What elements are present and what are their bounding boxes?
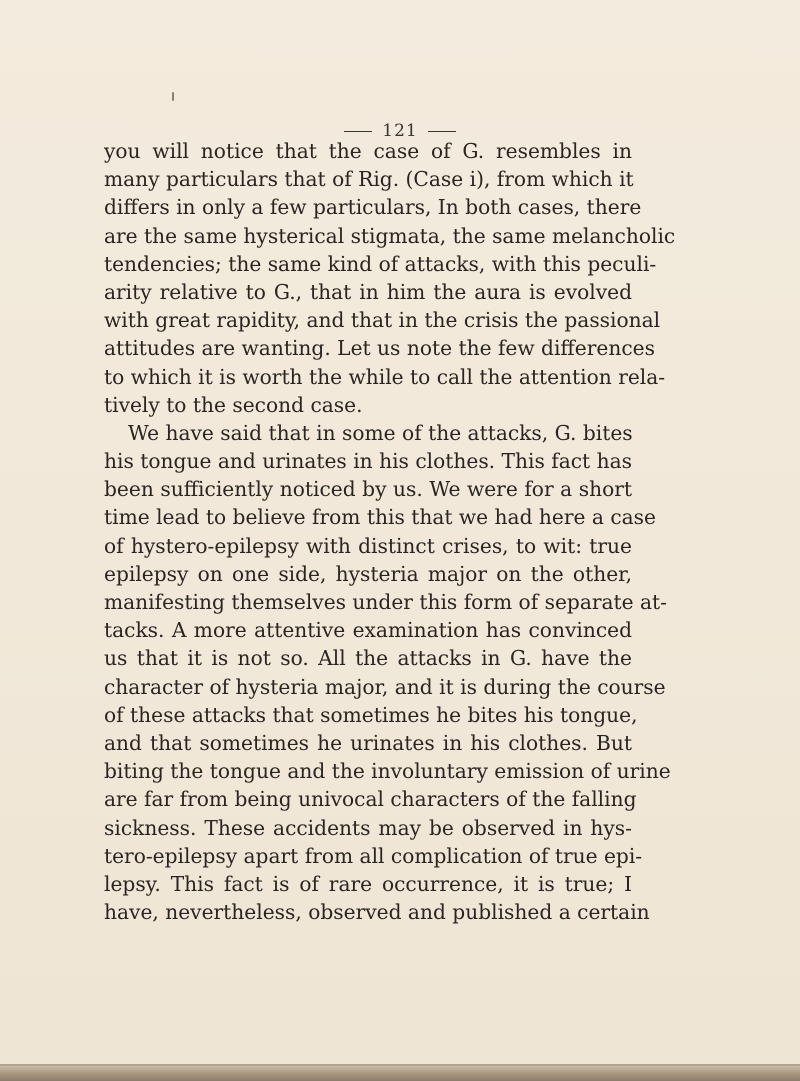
text-line: are far from being univocal characters of the falling (104, 787, 637, 812)
text-line: arity relative to G., that in him the aura is evolved (104, 279, 632, 304)
folio-dash-left (344, 131, 372, 132)
body-text (104, 137, 676, 926)
ink-speck (172, 92, 174, 101)
text-line: sickness. These accidents may be observed in hys- (104, 815, 632, 840)
text-line: tively to the second case. (104, 392, 363, 417)
text-line: been sufficiently noticed by us. We were for a short (104, 477, 632, 502)
text-line: tendencies; the same kind of attacks, with this peculi- (104, 251, 657, 276)
text-line: and that sometimes he urinates in his clothes. But (104, 730, 632, 755)
page-bottom-edge (0, 1066, 800, 1081)
text-line: manifesting themselves under this form of separate at- (104, 590, 667, 614)
text-line: you will notice that the case of G. resembles in (104, 139, 632, 163)
text-line: tero-epilepsy apart from all complication of true epi- (104, 843, 643, 868)
text-line: of these attacks that sometimes he bites his tongue, (104, 702, 638, 727)
page-number-text: 121 (382, 121, 418, 141)
text-line: of hystero-epilepsy with distinct crises, to wit: true (104, 533, 632, 558)
text-line: epilepsy on one side, hysteria major on the other, (104, 561, 632, 586)
text-line: attitudes are wanting. Let us note the few differences (104, 336, 655, 361)
text-line: biting the tongue and the involuntary emission of urine (104, 759, 671, 784)
text-line: to which it is worth the while to call the attention rela- (104, 364, 666, 389)
text-line: character of hysteria major, and it is during the course (104, 674, 666, 699)
text-line: tacks. A more attentive examination has convinced (104, 618, 632, 643)
text-line: differs in only a few particulars, In both cases, there (104, 195, 642, 220)
text-line: time lead to believe from this that we had here a case (104, 505, 656, 530)
text-line: lepsy. This fact is of rare occurrence, it is true; I (104, 871, 632, 896)
folio-dash-right (428, 131, 456, 132)
text-line: We have said that in some of the attacks, G. bites (128, 420, 633, 445)
text-line: his tongue and urinates in his clothes. This fact has (104, 449, 632, 474)
text-line: are the same hysterical stigmata, the same melancholic (104, 223, 676, 248)
text-line: with great rapidity, and that in the crisis the passional (104, 308, 661, 333)
text-line: many particulars that of Rig. (Case i), from which it (104, 167, 634, 192)
text-line: have, nevertheless, observed and published a certain (104, 900, 650, 925)
text-line: us that it is not so. All the attacks in G. have the (104, 646, 632, 671)
